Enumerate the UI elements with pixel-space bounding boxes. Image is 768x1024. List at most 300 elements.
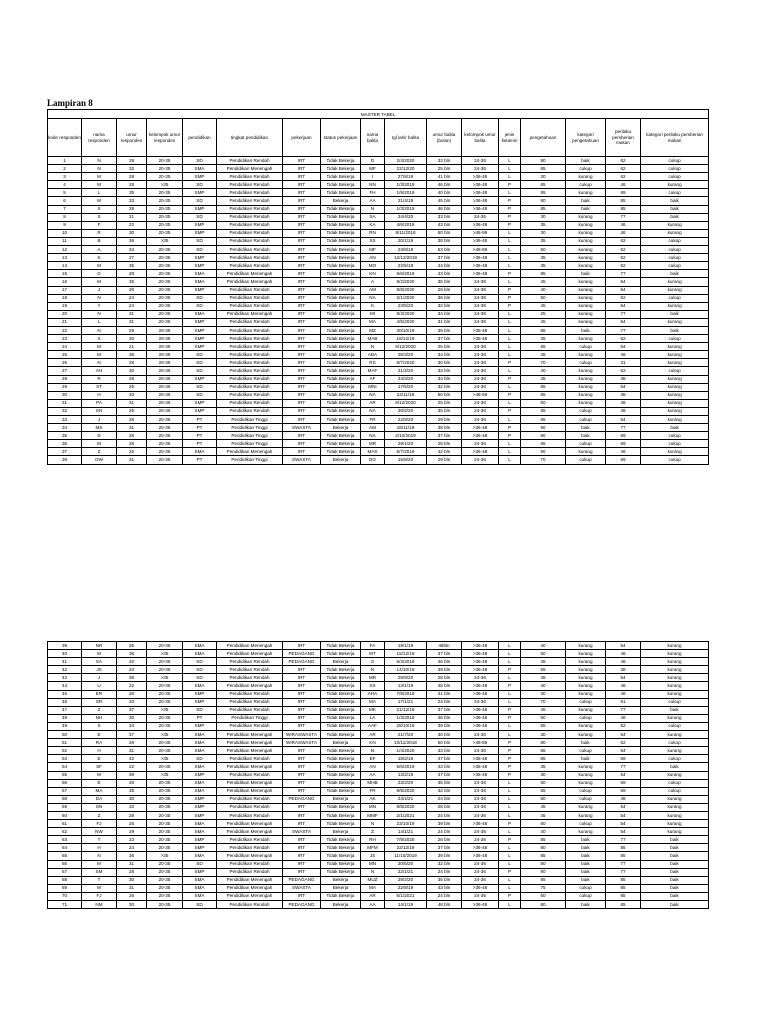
column-header: tgl lahir balita (385, 119, 427, 157)
table-row (48, 424, 709, 432)
table-cell: baik (641, 270, 709, 278)
table-cell: 23 (117, 666, 147, 674)
table-cell: L (499, 787, 521, 795)
table-cell: 39 bln (427, 820, 462, 828)
table-row (48, 779, 709, 787)
table-cell: 50 (521, 246, 566, 254)
table-cell: L (499, 440, 521, 448)
table-cell: >36-48 (462, 706, 499, 714)
table-cell: P (499, 747, 521, 755)
table-cell: 65 (521, 181, 566, 189)
table-cell: 25 bln (427, 165, 462, 173)
table-cell: 23/10/19 (385, 820, 427, 828)
table-cell: 24-36 (462, 359, 499, 367)
table-cell: Bekerja (321, 795, 361, 803)
table-cell: 54 (606, 286, 641, 294)
table-row (48, 262, 709, 270)
table-cell: IRT (283, 310, 321, 318)
table-cell: 20-35 (147, 811, 183, 819)
table-cell: Pendidikan Menengah (217, 884, 283, 892)
table-cell: AF (361, 375, 385, 383)
table-cell: 17/5/20 (385, 383, 427, 391)
table-cell: 60 (521, 892, 566, 900)
table-cell: cukup (641, 739, 709, 747)
table-cell: B (82, 237, 117, 245)
table-cell: 85 (606, 876, 641, 884)
table-cell: 49 (48, 722, 82, 730)
table-cell: SMA (183, 448, 217, 456)
table-cell: 77 (606, 326, 641, 334)
table-cell: A (82, 246, 117, 254)
table-cell: 13/1/19 (385, 682, 427, 690)
table-cell: 28 (117, 416, 147, 424)
table-cell: IRT (283, 763, 321, 771)
table-cell: 40 (521, 286, 566, 294)
table-row (48, 876, 709, 884)
table-cell: Bekerja (321, 456, 361, 464)
table-row (48, 852, 709, 860)
table-cell: L (499, 254, 521, 262)
table-cell: Tidak Bekerja (321, 440, 361, 448)
table-cell: 46 (606, 690, 641, 698)
table-cell: 54 (606, 383, 641, 391)
table-row (48, 375, 709, 383)
table-cell: kurang (566, 246, 606, 254)
table-cell: Pendidikan Rendah (217, 674, 283, 682)
table-cell: FJ (82, 820, 117, 828)
table-cell: L (499, 246, 521, 254)
table-cell: SD (183, 755, 217, 763)
table-cell: IRT (283, 448, 321, 456)
table-cell: SR (82, 698, 117, 706)
table-cell: Tidak Bekerja (321, 262, 361, 270)
table-cell: 20-35 (147, 399, 183, 407)
table-cell: MA (361, 698, 385, 706)
table-row (48, 706, 709, 714)
table-cell: NN (361, 181, 385, 189)
table-cell: SS (361, 237, 385, 245)
table-cell: 21 (117, 343, 147, 351)
table-cell: 20-35 (147, 165, 183, 173)
table-cell: kurang (641, 828, 709, 836)
table-cell: 65 (521, 787, 566, 795)
table-cell: 26 (117, 779, 147, 787)
table-cell: P (499, 820, 521, 828)
table-cell: AM (361, 424, 385, 432)
table-cell: Tidak Bekerja (321, 205, 361, 213)
table-cell: Pendidikan Rendah (217, 391, 283, 399)
table-cell: L (499, 690, 521, 698)
table-cell: SD (183, 901, 217, 909)
table-cell: 37 (117, 731, 147, 739)
table-cell: 32 bln (427, 860, 462, 868)
table-cell: 80 (521, 432, 566, 440)
table-cell: baik (566, 326, 606, 334)
table-cell: 2 (48, 165, 82, 173)
table-cell: 17/1/21 (385, 698, 427, 706)
table-cell: 24-36 (462, 876, 499, 884)
table-cell: SMP (183, 407, 217, 415)
master-table-page-1 (47, 109, 709, 465)
table-cell: 20-35 (147, 763, 183, 771)
table-cell: 42 (48, 666, 82, 674)
table-cell: >36-48 (462, 852, 499, 860)
table-cell: Tidak Bekerja (321, 779, 361, 787)
table-cell: SD (183, 383, 217, 391)
table-row (48, 197, 709, 205)
table-cell: 24-36 (462, 674, 499, 682)
table-cell: Tidak Bekerja (321, 383, 361, 391)
table-cell: Pendidikan Rendah (217, 375, 283, 383)
table-cell: 31 (117, 747, 147, 755)
table-cell: P (499, 836, 521, 844)
table-cell: RS (361, 359, 385, 367)
table-cell: SMP (183, 173, 217, 181)
table-cell: 32 bln (427, 787, 462, 795)
table-cell: Tidak Bekerja (321, 229, 361, 237)
table-cell: 29 bln (427, 456, 462, 464)
table-cell: 85 (606, 901, 641, 909)
table-cell: kurang (641, 682, 709, 690)
table-cell: RH (361, 836, 385, 844)
table-cell: Z (82, 811, 117, 819)
table-row (48, 698, 709, 706)
table-cell: 1 (48, 157, 82, 165)
table-cell: 35 bln (427, 407, 462, 415)
table-cell: 20-35 (147, 343, 183, 351)
table-cell: N (82, 310, 117, 318)
table-cell: cukup (641, 262, 709, 270)
table-cell: L (499, 674, 521, 682)
table-cell: SMP (183, 375, 217, 383)
table-cell: FA (361, 642, 385, 650)
table-cell: 20-35 (147, 432, 183, 440)
table-cell: 28 (117, 375, 147, 383)
table-cell: 55 (521, 722, 566, 730)
table-cell: 90 (521, 424, 566, 432)
table-row (48, 254, 709, 262)
table-cell: baik (641, 424, 709, 432)
table-cell: 47 bln (427, 755, 462, 763)
table-cell: 43 bln (427, 270, 462, 278)
table-cell: 39 (117, 771, 147, 779)
table-cell: kurang (566, 811, 606, 819)
table-cell: cukup (566, 343, 606, 351)
table-cell: 24-36 (462, 407, 499, 415)
table-cell: kurang (566, 213, 606, 221)
table-cell: 47 (48, 706, 82, 714)
table-cell: 35 (48, 432, 82, 440)
table-cell: P (499, 706, 521, 714)
table-cell: baik (641, 852, 709, 860)
table-cell: WIRASWASTA (283, 739, 321, 747)
table-cell: 38 (606, 391, 641, 399)
table-cell: 61 (606, 698, 641, 706)
table-cell: Pendidikan Rendah (217, 343, 283, 351)
table-cell: 24 bln (427, 892, 462, 900)
table-cell: baik (566, 876, 606, 884)
table-cell: 38 (606, 375, 641, 383)
table-row (48, 302, 709, 310)
table-cell: Tidak Bekerja (321, 722, 361, 730)
table-cell: 46 bln (427, 714, 462, 722)
column-header: kelompok umur responden (147, 119, 183, 157)
table-cell: N (82, 359, 117, 367)
table-cell: PT (183, 416, 217, 424)
table-cell: 20-35 (147, 351, 183, 359)
table-cell: L (499, 456, 521, 464)
table-cell: 28 (117, 811, 147, 819)
table-cell: NR (82, 642, 117, 650)
table-cell: 8/8/2020 (385, 286, 427, 294)
table-cell: KN (361, 270, 385, 278)
table-cell: SMA (183, 876, 217, 884)
table-cell: SD (183, 157, 217, 165)
table-cell: Tidak Bekerja (321, 165, 361, 173)
table-cell: EF (361, 755, 385, 763)
table-cell: cukup (566, 884, 606, 892)
table-row (48, 690, 709, 698)
table-cell: L (499, 860, 521, 868)
table-cell: L (499, 698, 521, 706)
table-cell: baik (566, 836, 606, 844)
table-cell: Pendidikan Rendah (217, 698, 283, 706)
table-cell: I (361, 173, 385, 181)
table-row (48, 326, 709, 334)
table-cell: SD (183, 367, 217, 375)
table-cell: Pendidikan Menengah (217, 310, 283, 318)
table-cell: 34 (117, 722, 147, 730)
table-cell: M (82, 351, 117, 359)
table-cell: 43 (48, 674, 82, 682)
table-cell: IRT (283, 205, 321, 213)
table-row (48, 367, 709, 375)
table-cell: L (499, 229, 521, 237)
table-cell: L (499, 318, 521, 326)
table-cell: >36-48 (462, 755, 499, 763)
table-cell: S (82, 335, 117, 343)
table-cell: P (499, 375, 521, 383)
table-cell: kurang (566, 302, 606, 310)
table-cell: 85 (606, 205, 641, 213)
table-cell: 24-36 (462, 892, 499, 900)
table-cell: 45 (521, 302, 566, 310)
table-cell: kurang (641, 181, 709, 189)
table-cell: cukup (641, 165, 709, 173)
table-cell: 70 (521, 359, 566, 367)
table-cell: T (82, 876, 117, 884)
table-cell: 20-35 (147, 246, 183, 254)
table-cell: Tidak Bekerja (321, 343, 361, 351)
table-cell: Pendidikan Rendah (217, 359, 283, 367)
table-cell: 30 (521, 771, 566, 779)
table-cell: N (361, 666, 385, 674)
table-cell: 22/1/21 (385, 868, 427, 876)
table-cell: kurang (641, 811, 709, 819)
table-cell: 31 (606, 359, 641, 367)
table-cell: 62 (606, 335, 641, 343)
table-cell: IRT (283, 399, 321, 407)
table-cell: 20-35 (147, 739, 183, 747)
table-cell: P (499, 771, 521, 779)
table-cell: 20-35 (147, 197, 183, 205)
table-cell: kurang (566, 399, 606, 407)
table-cell: 2/10/2019 (385, 432, 427, 440)
table-cell: 47 bln (427, 771, 462, 779)
table-cell: P (499, 270, 521, 278)
table-cell: SD (183, 302, 217, 310)
table-cell: 30 (521, 213, 566, 221)
table-cell: kurang (641, 229, 709, 237)
table-cell: kurang (566, 722, 606, 730)
table-cell: baik (641, 844, 709, 852)
table-cell: 18/11/19 (385, 424, 427, 432)
table-cell: M (82, 181, 117, 189)
table-cell: kurang (641, 302, 709, 310)
table-cell: kurang (566, 367, 606, 375)
table-cell: 37 (48, 448, 82, 456)
table-cell: 26 (117, 820, 147, 828)
table-cell: KA (361, 221, 385, 229)
table-cell: 20/5/20 (385, 860, 427, 868)
table-cell: 24-36 (462, 795, 499, 803)
table-cell: kurang (641, 343, 709, 351)
column-header: kode responden (48, 119, 82, 157)
table-cell: 24-36 (462, 779, 499, 787)
table-cell: >36-48 (462, 448, 499, 456)
table-cell: baik (641, 901, 709, 909)
table-cell: Pendidikan Rendah (217, 722, 283, 730)
table-cell: 39 bln (427, 852, 462, 860)
column-header: status pekerjaan (321, 119, 361, 157)
table-cell: 46 (606, 650, 641, 658)
table-cell: 20-35 (147, 383, 183, 391)
table-cell: Pendidikan Rendah (217, 254, 283, 262)
table-cell: 85 (521, 326, 566, 334)
table-cell: kurang (641, 795, 709, 803)
table-cell: 69 (606, 787, 641, 795)
table-cell: 70 (521, 698, 566, 706)
table-cell: 24 bln (427, 868, 462, 876)
table-cell: baik (566, 739, 606, 747)
table-cell: 20-35 (147, 270, 183, 278)
table-cell: Pendidikan Rendah (217, 658, 283, 666)
table-cell: IRT (283, 213, 321, 221)
table-cell: H (82, 844, 117, 852)
table-cell: kurang (641, 747, 709, 755)
table-cell: MA (361, 884, 385, 892)
table-cell: kurang (566, 803, 606, 811)
table-cell: 28 (117, 173, 147, 181)
table-cell: 28/10/19 (385, 722, 427, 730)
table-cell: 24-36 (462, 803, 499, 811)
table-cell: 20-35 (147, 828, 183, 836)
table-cell: 28 (117, 270, 147, 278)
table-cell: P (499, 294, 521, 302)
table-cell: 24-36 (462, 165, 499, 173)
table-cell: 20-35 (147, 173, 183, 181)
table-cell: SMA (183, 642, 217, 650)
table-cell: SMA (183, 650, 217, 658)
table-cell: 30 (521, 690, 566, 698)
table-cell: L (499, 722, 521, 730)
table-row (48, 795, 709, 803)
column-header: perilaku pemberian makan (606, 119, 641, 157)
table-cell: 5/7/2019 (385, 448, 427, 456)
table-cell: >35 (147, 650, 183, 658)
table-cell: 31 (48, 399, 82, 407)
table-cell: 85 (521, 852, 566, 860)
column-header: pekerjaan (283, 119, 321, 157)
table-cell: kurang (566, 294, 606, 302)
table-cell: 22 (48, 326, 82, 334)
table-row (48, 229, 709, 237)
table-cell: AN (361, 763, 385, 771)
table-cell: >36-48 (462, 901, 499, 909)
table-row (48, 432, 709, 440)
table-cell: AR (361, 892, 385, 900)
table-cell: 24/1/21 (385, 795, 427, 803)
table-cell: 35 (521, 763, 566, 771)
table-cell: NM (82, 901, 117, 909)
table-cell: P (499, 359, 521, 367)
table-cell: 54 (606, 803, 641, 811)
table-cell: SMP (183, 221, 217, 229)
table-cell: 65 (521, 407, 566, 415)
table-cell: 2/1/2020 (385, 294, 427, 302)
table-cell: 4/6/2019 (385, 221, 427, 229)
table-cell: IRT (283, 375, 321, 383)
table-cell: kurang (566, 221, 606, 229)
table-cell: 36 (117, 852, 147, 860)
table-cell: Pendidikan Menengah (217, 739, 283, 747)
column-header: tingkat pendidikan (217, 119, 283, 157)
table-cell: Pendidikan Rendah (217, 706, 283, 714)
table-cell: 23/8/18 (385, 246, 427, 254)
table-cell: 20-35 (147, 722, 183, 730)
table-row (48, 666, 709, 674)
table-cell: kurang (641, 286, 709, 294)
table-cell: 30 (117, 229, 147, 237)
table-cell: 50 bln (427, 391, 462, 399)
table-cell: Pendidikan Menengah (217, 779, 283, 787)
table-cell: 55 (521, 666, 566, 674)
table-cell: AN (361, 254, 385, 262)
table-cell: 24-36 (462, 383, 499, 391)
table-cell: 28 (117, 181, 147, 189)
table-row (48, 213, 709, 221)
table-cell: 14 (48, 262, 82, 270)
table-cell: PT (183, 456, 217, 464)
table-cell: L (499, 876, 521, 884)
table-cell: 65 (521, 416, 566, 424)
table-row (48, 747, 709, 755)
table-cell: A (361, 278, 385, 286)
table-cell: IRT (283, 690, 321, 698)
table-cell: L (499, 343, 521, 351)
table-cell: SD (183, 294, 217, 302)
table-cell: Pendidikan Rendah (217, 237, 283, 245)
table-cell: 38 (606, 666, 641, 674)
table-row (48, 884, 709, 892)
table-cell: 62 (606, 367, 641, 375)
table-cell: baik (566, 424, 606, 432)
table-cell: kurang (641, 407, 709, 415)
table-cell: Tidak Bekerja (321, 860, 361, 868)
table-cell: >36-48 (462, 884, 499, 892)
table-cell: IRT (283, 698, 321, 706)
table-cell: P (499, 682, 521, 690)
